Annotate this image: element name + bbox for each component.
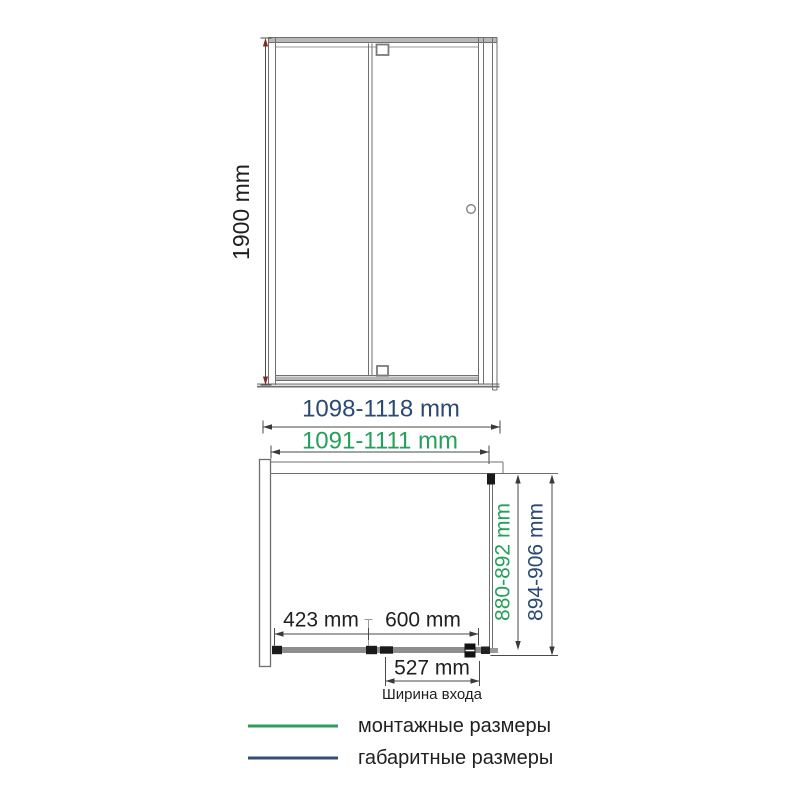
top-pivot-bracket bbox=[377, 45, 389, 56]
entrance-arrow-right bbox=[471, 678, 480, 683]
height-dim-arrow-top bbox=[263, 38, 268, 47]
entrance-width-dimension bbox=[382, 657, 483, 704]
mounting-width-arrow-right bbox=[480, 449, 489, 454]
door-edge-stop bbox=[380, 646, 393, 653]
overall-width-arrow-left bbox=[263, 424, 272, 429]
legend-overall-label: габаритные размеры bbox=[358, 747, 554, 769]
height-dimension bbox=[228, 38, 272, 385]
mounting-depth-arrow-bottom bbox=[515, 641, 520, 650]
height-dim-line bbox=[261, 38, 272, 385]
door-panel-width-label: 600 mm bbox=[385, 608, 461, 632]
entrance-width-caption: Ширина входа bbox=[381, 686, 483, 703]
legend-mounting-label: монтажные размеры bbox=[358, 715, 552, 737]
rail-left-cap bbox=[272, 646, 282, 654]
door-handle-knob bbox=[467, 205, 476, 214]
frame-outline bbox=[257, 38, 500, 391]
side-glass-top-clamp bbox=[487, 474, 495, 485]
legend bbox=[248, 715, 553, 769]
left-wall-profile bbox=[260, 460, 271, 667]
overall-depth-arrow-top bbox=[549, 475, 554, 484]
mounting-width-arrow-left bbox=[271, 449, 280, 454]
mounting-width-label: 1091-1111 mm bbox=[301, 427, 459, 455]
glass-divider bbox=[369, 44, 373, 377]
segment-arrow-left bbox=[275, 631, 284, 636]
depth-dimensions bbox=[491, 475, 559, 656]
fixed-panel-width-label: 423 mm bbox=[283, 608, 359, 632]
segment-dimensions bbox=[275, 609, 479, 646]
overall-depth-label: 894-906 mm bbox=[524, 503, 548, 621]
mounting-depth-label: 880-892 mm bbox=[491, 503, 515, 621]
segment-arrow-right bbox=[470, 631, 479, 636]
overall-width-label: 1098-1118 mm bbox=[302, 395, 460, 423]
top-profile-band bbox=[269, 38, 498, 43]
overall-width-arrow-right bbox=[491, 424, 500, 429]
rail-wall-link bbox=[490, 648, 498, 653]
entrance-width-label: 527 mm bbox=[394, 656, 470, 680]
height-dimension-label: 1900 mm bbox=[228, 164, 254, 260]
rail-right-cap bbox=[481, 647, 490, 655]
overall-depth-arrow-bottom bbox=[549, 647, 554, 656]
back-panel-lines bbox=[271, 462, 559, 474]
width-dimensions bbox=[263, 396, 500, 465]
front-elevation-view bbox=[257, 38, 500, 391]
entrance-arrow-left bbox=[386, 678, 395, 683]
mounting-depth-arrow-top bbox=[515, 475, 520, 484]
bottom-pivot-bracket bbox=[377, 366, 388, 376]
rail-mid-connector bbox=[366, 646, 377, 654]
bottom-rail-band bbox=[276, 377, 479, 381]
